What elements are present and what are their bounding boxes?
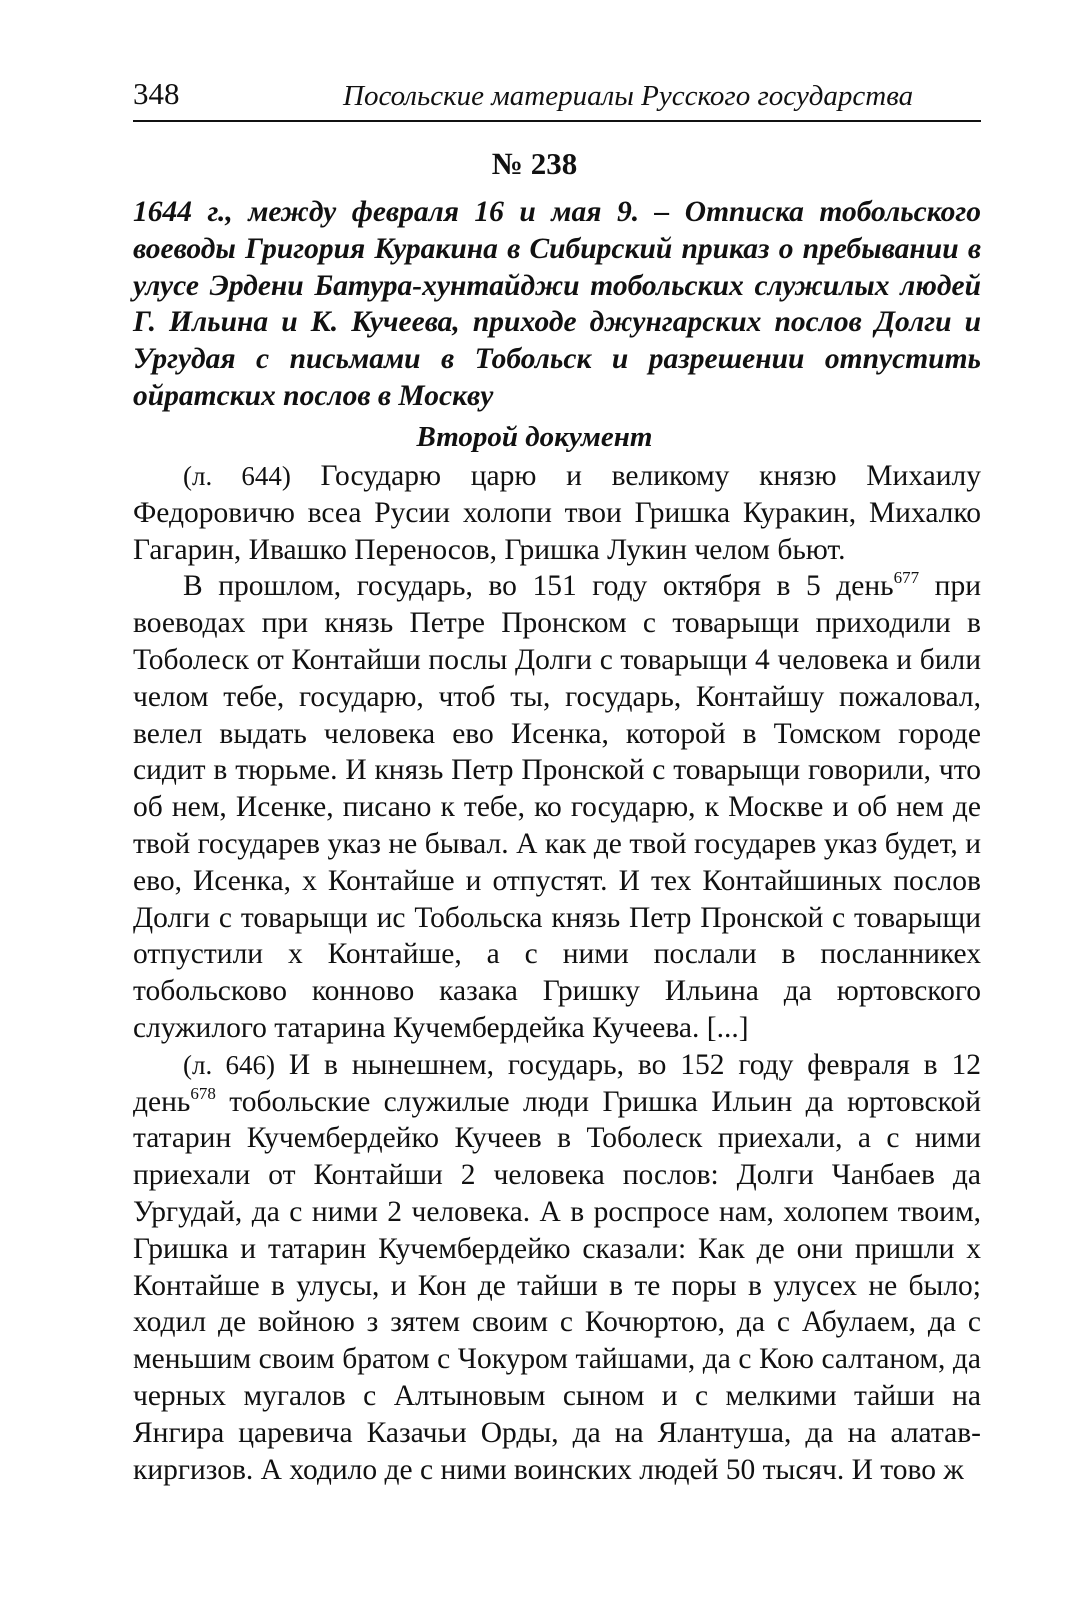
footnote-marker[interactable]: 678 (190, 1083, 216, 1103)
paragraph (133, 458, 981, 568)
leaf-reference: (л. 644) (183, 461, 291, 491)
paragraph-text: В прошлом, государь, во 151 году октября в 5 день (183, 570, 894, 603)
document-number: № 238 (491, 146, 578, 181)
document-subtitle: Второй документ (416, 421, 653, 453)
paragraph-text: И в нынешнем, государь, во 152 году февраля в 12 день (133, 1048, 981, 1118)
document-title: 1644 г., между февраля 16 и мая 9. – Отписка тобольского воеводы Григория Куракина в Сибирский приказ о пребывании в улусе Эрдени Батура-хунтайджи тобольских служилых людей Г. Ильина и К. Кучеева, приходе джунгарских послов Долги и Ургудая с письмами в Тобольск и разрешении отпустить ойратских послов в Москву (133, 196, 981, 412)
paragraph-text: при воеводах при князь Петре Пронском с товарыщи приходили в Тоболеск от Контайши послы Долги с товарыщи 4 человека и били челом тебе, государю, чтоб ты, государь, Контайшу пожаловал, велел выдать человека ево Исенка, которой в Томском городе сидит в тюрьме. И князь Петр Пронской с товарыщи говорили, что об нем, Исенке, писано к тебе, ко государю, к Москве и об нем де твой государев указ не бывал. А как де твой государев указ будет, и ево, Исенка, х Контайше и отпустят. И тех Контайшиных послов Долги с товарыщи ис Тобольска князь Петр Пронской с товарыщи отпустили х Контайше, а с ними послали в посланникех тобольсково конново казака Гришку Ильина да юртовского служилого татарина Кучембердейка Кучеева. [...] (133, 570, 981, 1044)
running-title: Посольские материалы Русского государства (343, 80, 914, 112)
paragraph (133, 1047, 981, 1489)
leaf-reference: (л. 646) (183, 1049, 275, 1080)
paragraph-text: Государю царю и великому князю Михаилу Федоровичю всеа Русии холопи твои Гришка Куракин, Михалко Гагарин, Ивашко Переносов, Гришка Лукин челом бьют. (133, 460, 981, 566)
paragraph-text: тобольские служилые люди Гришка Ильин да юртовской татарин Кучембердейко Кучеев в Тоболеск приехали, а с ними приехали от Контайши 2 человека послов: Долги Чанбаев да Ургудай, да с ними 2 человека. А в роспросе нам, холопем твоим, Гришка и татарин Кучембердейко сказали: Как де они пришли х Контайше в улусы, и Кон де тайши в те поры в улусех не было; ходил де войною з зятем своим с Кочюртою, да с Абулаем, да с меньшим своим братом с Чокуром тайшами, да с Кою салтаном, да черных мугалов с Алтыновым сыном и с мелкими тайши на Янгира царевича Казачьи Орды, да на Ялантуша, да на алатав-киргизов. А ходило де с ними воинских людей 50 тысяч. И тово ж (133, 1085, 981, 1486)
page-header (133, 76, 981, 122)
footnote-marker[interactable]: 677 (893, 568, 920, 588)
body-text (133, 458, 981, 1488)
page-number: 348 (133, 76, 180, 111)
paragraph (133, 568, 981, 1046)
